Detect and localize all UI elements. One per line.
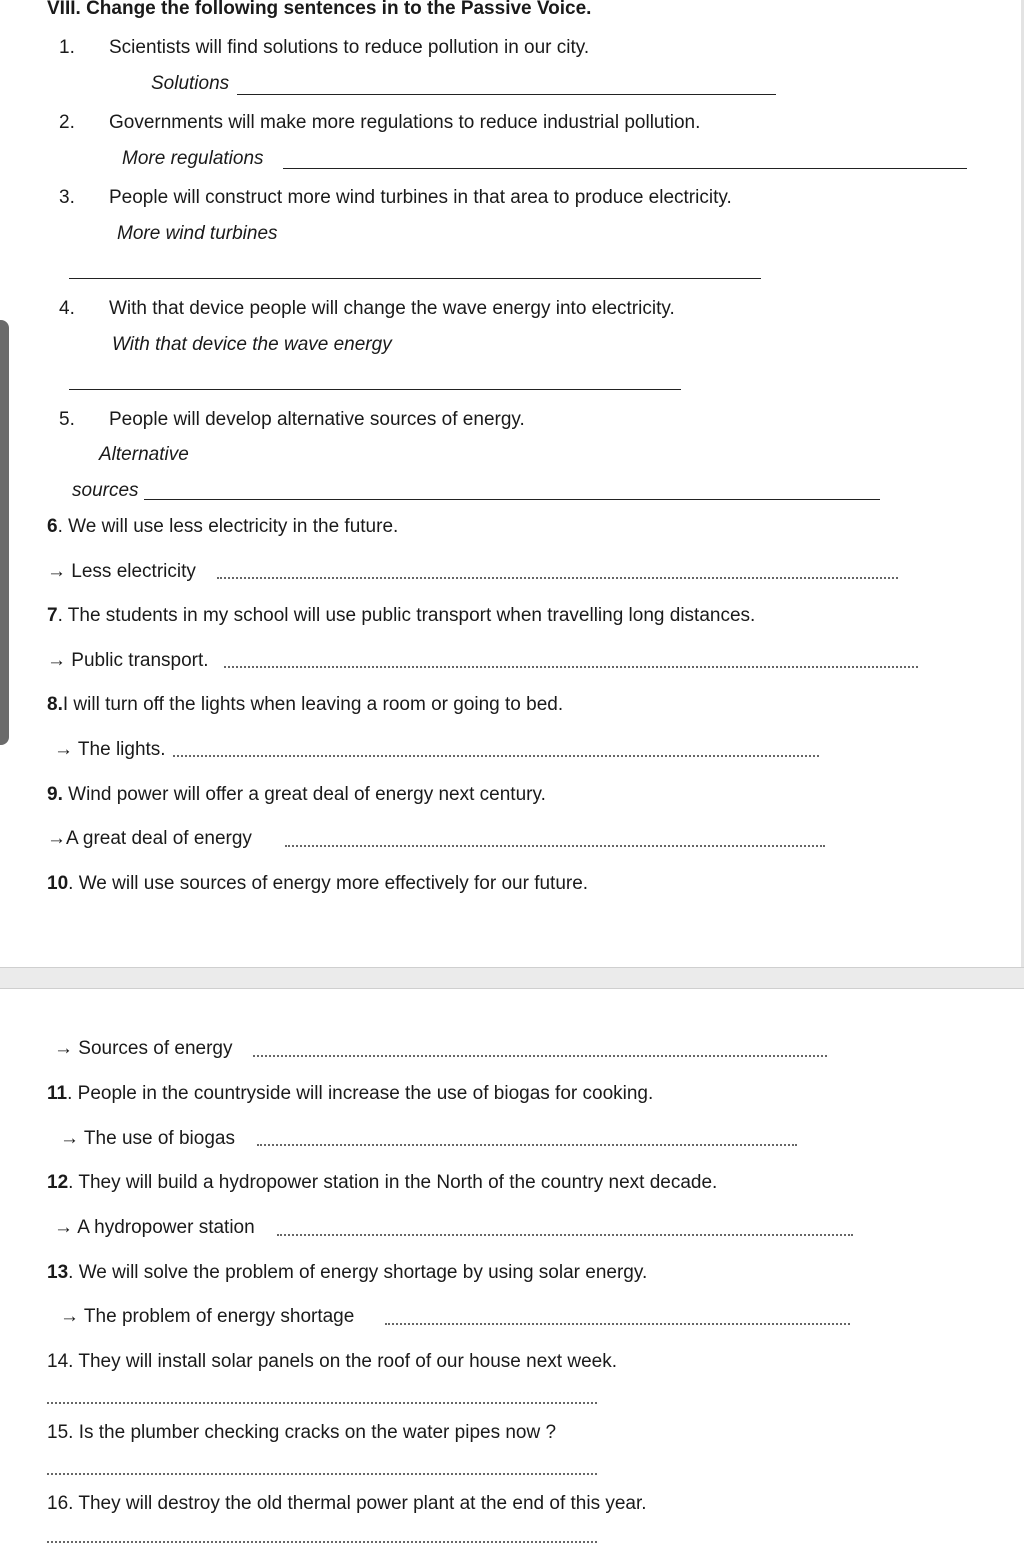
answer-prompt: → Sources of energy: [54, 1038, 233, 1059]
answer-prompt: → The problem of energy shortage: [60, 1306, 355, 1327]
answer-line[interactable]: [47, 1473, 597, 1475]
answer-line[interactable]: [253, 1055, 827, 1057]
answer-line[interactable]: [237, 94, 776, 95]
item-question: 8.I will turn off the lights when leaving a room or going to bed.: [47, 694, 564, 715]
answer-prompt: Solutions: [151, 73, 230, 94]
item-question: 12. They will build a hydropower station in the North of the country next decade.: [47, 1172, 718, 1193]
answer-prompt: → The use of biogas: [60, 1128, 235, 1149]
item-question: 11. People in the countryside will increase the use of biogas for cooking.: [47, 1083, 654, 1104]
answer-line[interactable]: [47, 1541, 597, 1543]
item-number: 4.: [59, 298, 75, 319]
item-number: 3.: [59, 187, 75, 208]
answer-line[interactable]: [283, 168, 967, 169]
item-question: 13. We will solve the problem of energy shortage by using solar energy.: [47, 1262, 648, 1283]
answer-prompt: → The lights.: [54, 739, 166, 760]
answer-line[interactable]: [47, 1402, 597, 1404]
item-question: 16. They will destroy the old thermal power plant at the end of this year.: [47, 1493, 647, 1514]
answer-line[interactable]: [285, 845, 825, 847]
answer-line[interactable]: [69, 389, 681, 390]
item-question: 10. We will use sources of energy more effectively for our future.: [47, 873, 589, 894]
answer-line[interactable]: [69, 278, 761, 279]
page-break: [0, 967, 1024, 989]
answer-line[interactable]: [217, 577, 898, 579]
item-question: 15. Is the plumber checking cracks on the water pipes now ?: [47, 1422, 557, 1443]
answer-prompt: →A great deal of energy: [47, 828, 252, 849]
scroll-handle[interactable]: [0, 320, 9, 745]
answer-prompt: → A hydropower station: [54, 1217, 255, 1238]
answer-prompt: sources: [72, 480, 139, 501]
answer-line[interactable]: [224, 666, 918, 668]
answer-prompt: More wind turbines: [117, 223, 278, 244]
answer-line[interactable]: [277, 1234, 853, 1236]
exercise-title: VIII. Change the following sentences in to the Passive Voice.: [47, 0, 592, 19]
item-question: 6. We will use less electricity in the future.: [47, 516, 399, 537]
answer-prompt: Alternative: [99, 444, 189, 465]
answer-prompt: With that device the wave energy: [112, 334, 392, 355]
item-number: 2.: [59, 112, 75, 133]
item-sentence: Governments will make more regulations to reduce industrial pollution.: [109, 112, 701, 133]
item-sentence: People will develop alternative sources of energy.: [109, 409, 525, 430]
answer-line[interactable]: [385, 1323, 850, 1325]
answer-line[interactable]: [173, 755, 819, 757]
item-number: 5.: [59, 409, 75, 430]
answer-line[interactable]: [257, 1144, 797, 1146]
answer-prompt: → Public transport.: [47, 650, 209, 671]
item-question: 7. The students in my school will use public transport when travelling long distances.: [47, 605, 756, 626]
item-sentence: Scientists will find solutions to reduce pollution in our city.: [109, 37, 590, 58]
answer-line[interactable]: [144, 499, 880, 500]
item-number: 1.: [59, 37, 75, 58]
item-sentence: People will construct more wind turbines in that area to produce electricity.: [109, 187, 732, 208]
answer-prompt: → Less electricity: [47, 561, 196, 582]
answer-prompt: More regulations: [122, 148, 264, 169]
item-question: 14. They will install solar panels on the roof of our house next week.: [47, 1351, 617, 1372]
item-sentence: With that device people will change the wave energy into electricity.: [109, 298, 675, 319]
item-question: 9. Wind power will offer a great deal of energy next century.: [47, 784, 546, 805]
